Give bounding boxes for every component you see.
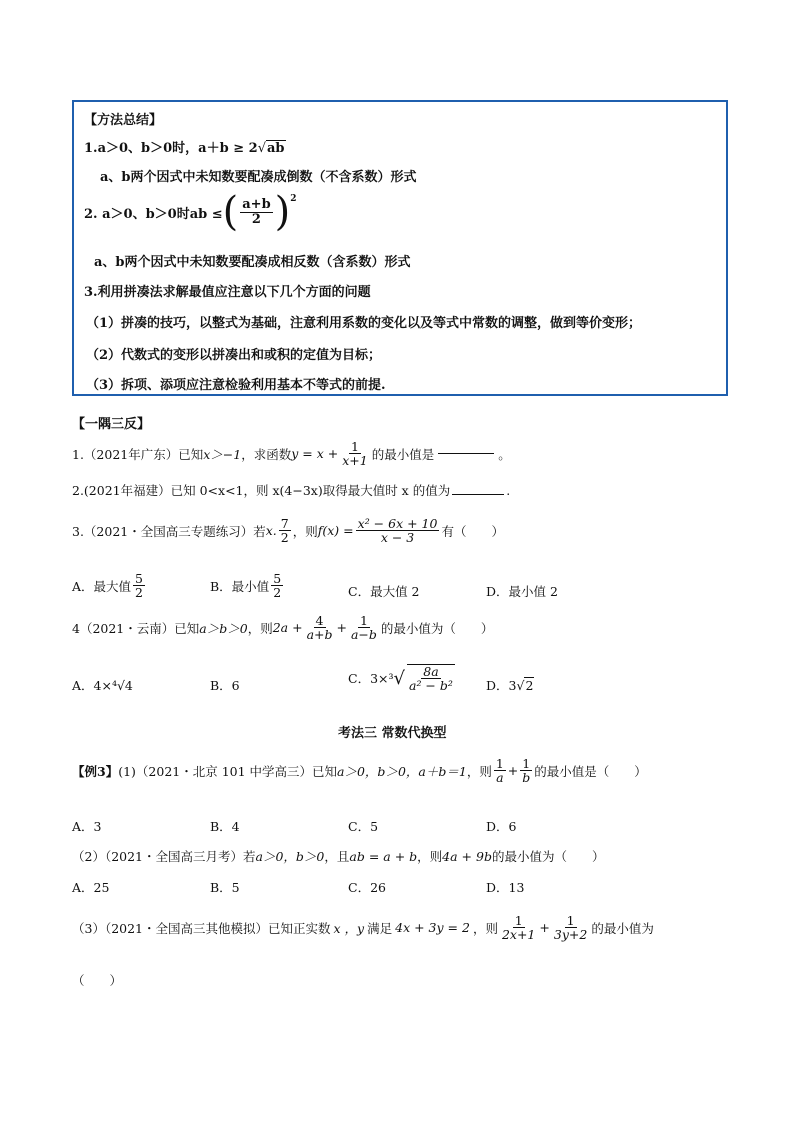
question-4: 4（2021・云南）已知 a＞b＞0 ，则 2a + $\frac{4}{a+b}$ + $\frac{1}{a-b}$ 的最小值为（ ） xyxy=(72,613,494,643)
q3-option-c[interactable]: C．最大值 2 xyxy=(348,584,420,599)
summary-heading: 【方法总结】 xyxy=(84,113,163,128)
q3-option-d[interactable]: D．最小值 2 xyxy=(486,584,558,599)
example3-part2: （2）（2021・全国高三月考）若a＞0，b＞0，且ab = a + b，则4a + 9b的最小值为（ ） xyxy=(72,849,605,864)
question-1: 1.（2021年广东）已知 x＞−1 ，求函数 y = x + $\frac{1}{x+1}$ 的最小值是 。 xyxy=(72,439,511,469)
item2-condition: 2. a＞0、b＞0时ab ≤ xyxy=(84,206,223,222)
p2-option-a[interactable]: A．25 xyxy=(72,880,110,895)
summary-item1-note: a、b两个因式中未知数要配凑成倒数（不含系数）形式 xyxy=(100,170,417,185)
summary-item3: 3.利用拼凑法求解最值应注意以下几个方面的问题 xyxy=(84,285,371,300)
example3-part3: （3）（2021・全国高三其他模拟）已知正实数 x ，y 满足 4x + 3y = 2 ，则 $\frac{1}{2x+1}$ + $\frac{1}{3y+2}$ 的最小值为 xyxy=(72,913,654,943)
practice-heading: 【一隅三反】 xyxy=(72,417,151,432)
item2-exponent: 2 xyxy=(290,194,297,204)
q3-fraction: $\frac{7}{2}$ xyxy=(280,516,289,546)
p1-option-b[interactable]: B．4 xyxy=(210,819,240,834)
p2-option-d[interactable]: D．13 xyxy=(486,880,525,895)
p3-answer-paren: （ ） xyxy=(72,973,123,988)
p1-option-c[interactable]: C．5 xyxy=(348,819,379,834)
item1-condition: 1.a＞0、b＞0时，a＋b ≥ 2 xyxy=(84,141,258,156)
q1-fraction: $\frac{1}{x+1}$ xyxy=(342,439,368,469)
question-2: 2.(2021年福建）已知 0<x<1，则 x(4−3x)取得最大值时 x 的值为 . xyxy=(72,483,511,498)
q4-option-c[interactable]: C．3×³ √ $\frac{8a}{\text{a² − b²}}$ xyxy=(348,664,453,694)
q3-option-a[interactable]: A．最大值 $\frac{5}{2}$ xyxy=(72,571,143,601)
summary-item2-note: a、b两个因式中未知数要配凑成相反数（含系数）形式 xyxy=(94,255,411,270)
summary-item2 xyxy=(84,189,297,235)
summary-item3-2: （2）代数式的变形以拼凑出和或积的定值为目标； xyxy=(86,348,382,363)
q3-function-fraction: $\frac{\text{x² − 6x + 10}}{x - 3}$ xyxy=(357,516,438,546)
summary-item3-1: （1）拼凑的技巧，以整式为基础，注意利用系数的变化以及等式中常数的调整，做到等价变形； xyxy=(86,316,642,331)
summary-item1: 1.a＞0、b＞0时，a＋b ≥ 2√ab xyxy=(84,141,285,156)
section-title: 考法三 常数代换型 xyxy=(338,726,447,741)
p2-option-c[interactable]: C．26 xyxy=(348,880,386,895)
p1-option-a[interactable]: A．3 xyxy=(72,819,102,834)
question-3: 3.（2021・全国高三专题练习）若 x. $\frac{7}{2}$ ，则 f(x) = $\frac{\text{x² − 6x + 10}}{x - 3}$ 有（ ） xyxy=(72,516,504,546)
example-label: 【例3】 xyxy=(72,763,119,779)
answer-blank[interactable] xyxy=(438,453,494,454)
p2-option-b[interactable]: B．5 xyxy=(210,880,240,895)
item2-fraction: $\frac{a+b}{2}$ xyxy=(242,196,271,227)
answer-blank[interactable] xyxy=(452,494,504,495)
q4-option-b[interactable]: B．6 xyxy=(210,678,240,693)
q4-option-d[interactable]: D．3√2 xyxy=(486,678,534,693)
right-paren: ) xyxy=(274,189,291,235)
p1-option-d[interactable]: D．6 xyxy=(486,819,517,834)
q4-option-a[interactable]: A．4×⁴√4 xyxy=(72,678,133,693)
example3-part1: 【例3】 (1)（2021・北京 101 中学高三）已知 a＞0，b＞0，a＋b＝1 ，则 $\frac{1}{a}$ + $\frac{1}{b}$ 的最小值是（ ） xyxy=(72,756,647,786)
item1-radicand: ab xyxy=(266,141,285,156)
summary-item3-3: （3）拆项、添项应注意检验利用基本不等式的前提. xyxy=(86,378,386,393)
q3-option-b[interactable]: B．最小值 $\frac{5}{2}$ xyxy=(210,571,282,601)
left-paren: ( xyxy=(222,189,239,235)
